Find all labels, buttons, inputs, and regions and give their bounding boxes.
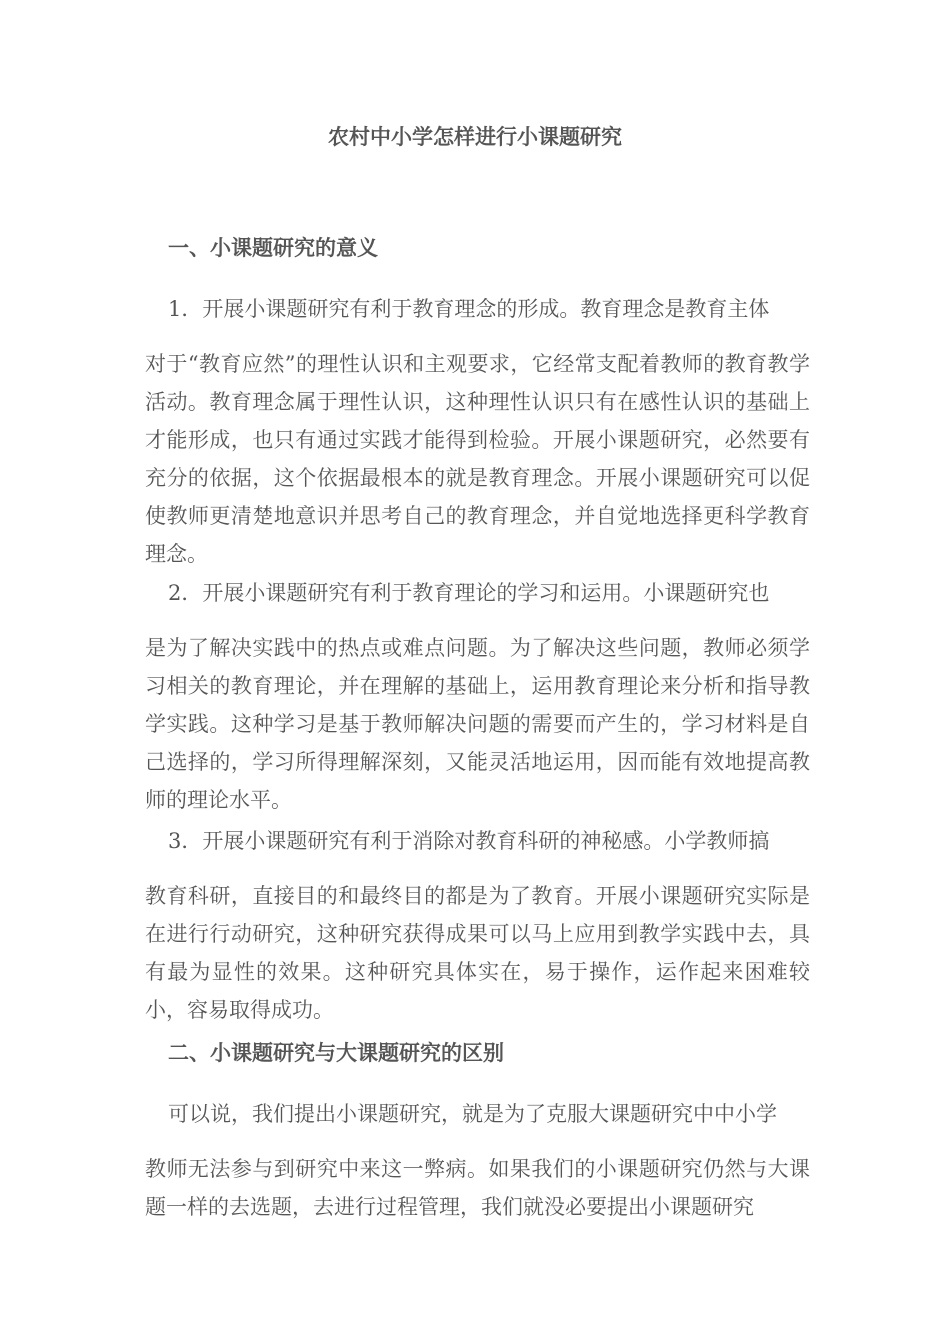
paragraph-body: 教师无法参与到研究中来这一弊病。如果我们的小课题研究仍然与大课题一样的去选题，去进行过程管理，我们就没必要提出小课题研究 — [145, 1157, 810, 1219]
section-heading-significance: 一、小课题研究的意义 — [168, 235, 378, 260]
section-heading-difference: 二、小课题研究与大课题研究的区别 — [168, 1040, 504, 1065]
paragraph-item-2 — [145, 578, 810, 819]
paragraph-first-line: 1．开展小课题研究有利于教育理念的形成。教育理念是教育主体 — [168, 297, 770, 321]
paragraph-first-line: 3．开展小课题研究有利于消除对教育科研的神秘感。小学教师搞 — [168, 829, 770, 853]
paragraph-item-1 — [145, 294, 810, 573]
paragraph-first-line: 可以说，我们提出小课题研究，就是为了克服大课题研究中中小学 — [168, 1102, 777, 1126]
paragraph-first-line: 2．开展小课题研究有利于教育理论的学习和运用。小课题研究也 — [168, 581, 770, 605]
paragraph-item-3 — [145, 826, 810, 1029]
paragraph-body: 对于“教育应然”的理性认识和主观要求，它经常支配着教师的教育教学活动。教育理念属于理性认识，这种理性认识只有在感性认识的基础上才能形成，也只有通过实践才能得到检验。开展小课题研究，必然要有充分的依据，这个依据最根本的就是教育理念。开展小课题研究可以促使教师更清楚地意识并思考自己的教育理念，并自觉地选择更科学教育理念。 — [145, 352, 810, 566]
paragraph-body: 是为了解决实践中的热点或难点问题。为了解决这些问题，教师必须学习相关的教育理论，并在理解的基础上，运用教育理论来分析和指导教学实践。这种学习是基于教师解决问题的需要而产生的，学习材料是自己选择的，学习所得理解深刻，又能灵活地运用，因而能有效地提高教师的理论水平。 — [145, 636, 810, 812]
document-title: 农村中小学怎样进行小课题研究 — [328, 124, 622, 149]
paragraph-section2-1 — [145, 1099, 810, 1226]
paragraph-body: 教育科研，直接目的和最终目的都是为了教育。开展小课题研究实际是在进行行动研究，这种研究获得成果可以马上应用到教学实践中去，具有最为显性的效果。这种研究具体实在，易于操作，运作起来困难较小，容易取得成功。 — [145, 884, 810, 1022]
